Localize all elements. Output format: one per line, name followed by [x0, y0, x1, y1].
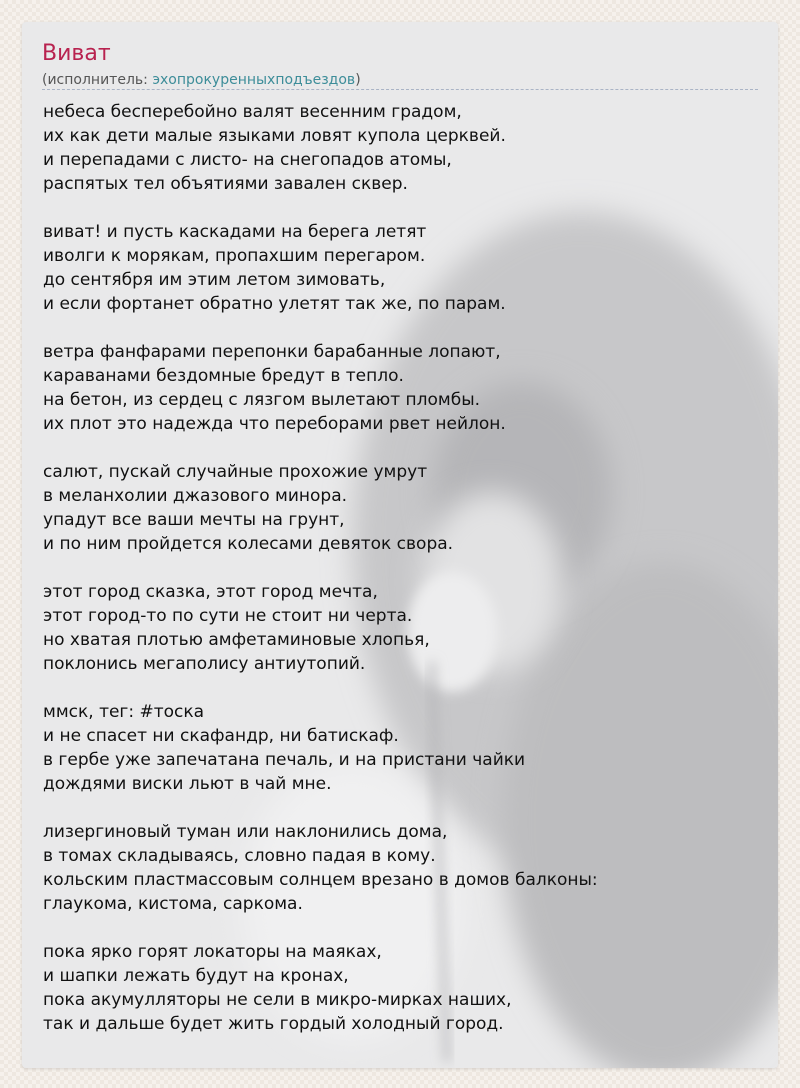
- performer-link[interactable]: эхопрокуренныхподъездов: [152, 72, 356, 88]
- stanza: [43, 100, 759, 196]
- lyric-line: и по ним пройдется колесами девяток свора.: [43, 534, 454, 554]
- lyric-line: их как дети малые языками ловят купола церквей.: [43, 126, 506, 146]
- lyric-line: кольским пластмассовым солнцем врезано в домов балконы:: [43, 870, 598, 890]
- lyric-line: и не спасет ни скафандр, ни батискаф.: [43, 726, 399, 746]
- lyric-line: лизергиновый туман или наклонились дома,: [43, 822, 448, 842]
- lyric-line: небеса бесперебойно валят весенним градом,: [43, 102, 462, 122]
- lyric-line: пока ярко горят локаторы на маяках,: [43, 942, 382, 962]
- lyric-line: караванами бездомные бредут в тепло.: [43, 366, 404, 386]
- lyric-line: дождями виски льют в чай мне.: [43, 774, 332, 794]
- stanza: [43, 220, 759, 316]
- lyric-line: ветра фанфарами перепонки барабанные лопают,: [43, 342, 501, 362]
- song-header: [42, 40, 758, 89]
- lyric-line: глаукома, кистома, саркома.: [43, 894, 303, 914]
- lyric-line: до сентября им этим летом зимовать,: [43, 270, 386, 290]
- lyric-line: их плот это надежда что переборами рвет нейлон.: [43, 414, 506, 434]
- header-divider: [42, 89, 758, 90]
- performer-suffix: ): [355, 72, 361, 88]
- stanza: [43, 940, 759, 1036]
- lyric-line: пока акумулляторы не сели в микро-мирках наших,: [43, 990, 512, 1010]
- lyrics-text: [43, 100, 759, 1060]
- lyric-line: и если фортанет обратно улетят так же, по парам.: [43, 294, 506, 314]
- stanza: [43, 460, 759, 556]
- lyric-line: так и дальше будет жить гордый холодный город.: [43, 1014, 504, 1034]
- lyric-line: и перепадами с листо- на снегопадов атомы,: [43, 150, 452, 170]
- lyric-line: ммск, тег: #тоска: [43, 702, 205, 722]
- lyrics-card: [22, 22, 778, 1068]
- lyric-line: упадут все ваши мечты на грунт,: [43, 510, 345, 530]
- lyric-line: на бетон, из сердец с лязгом вылетают пломбы.: [43, 390, 481, 410]
- lyric-line: этот город сказка, этот город мечта,: [43, 582, 378, 602]
- song-title: Виват: [42, 41, 111, 66]
- stanza: [43, 340, 759, 436]
- performer-line: [42, 71, 758, 89]
- lyric-line: но хватая плотью амфетаминовые хлопья,: [43, 630, 430, 650]
- lyric-line: виват! и пусть каскадами на берега летят: [43, 222, 427, 242]
- lyric-line: поклонись мегаполису антиутопий.: [43, 654, 366, 674]
- lyric-line: этот город-то по сути не стоит ни черта.: [43, 606, 413, 626]
- lyric-line: в гербе уже запечатана печаль, и на пристани чайки: [43, 750, 526, 770]
- stanza: [43, 580, 759, 676]
- lyric-line: иволги к морякам, пропахшим перегаром.: [43, 246, 426, 266]
- stanza: [43, 700, 759, 796]
- lyric-line: салют, пускай случайные прохожие умрут: [43, 462, 428, 482]
- lyric-line: в томах складываясь, словно падая в кому.: [43, 846, 436, 866]
- stanza: [43, 820, 759, 916]
- performer-prefix: (исполнитель:: [42, 72, 153, 88]
- lyric-line: распятых тел объятиями завален сквер.: [43, 174, 408, 194]
- lyric-line: и шапки лежать будут на кронах,: [43, 966, 349, 986]
- lyric-line: в меланхолии джазового минора.: [43, 486, 348, 506]
